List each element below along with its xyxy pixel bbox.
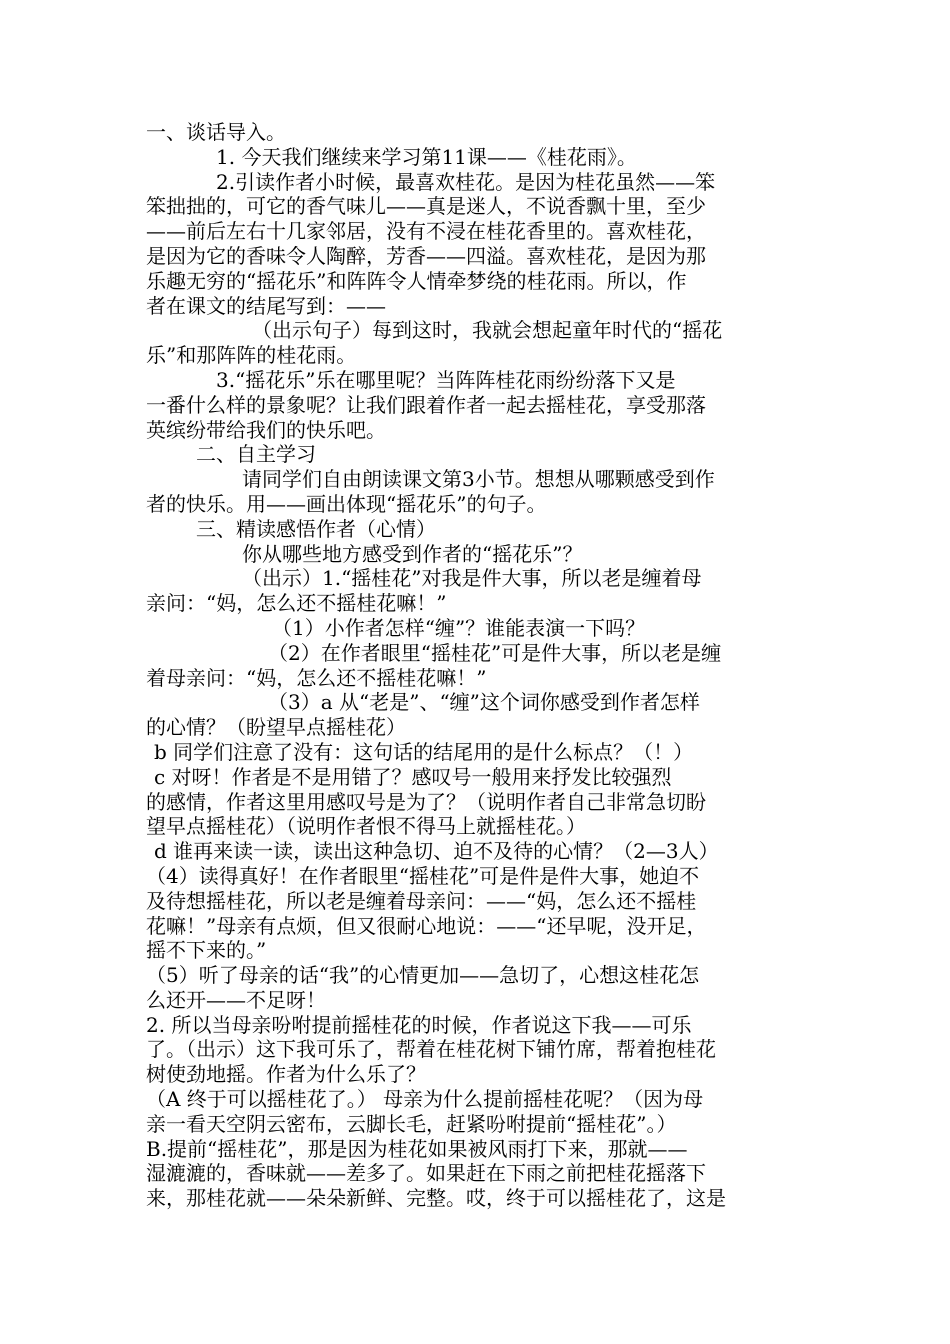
text-line: （出示）1.“摇桂花”对我是件大事，所以老是缠着母 xyxy=(242,566,702,591)
text-line: 二、自主学习 xyxy=(196,442,316,467)
text-line: d 谁再来读一读，读出这种急切、迫不及待的心情？（2—3人） xyxy=(154,839,719,864)
text-line: 及待想摇桂花，所以老是缠着母亲问：——“妈，怎么还不摇桂 xyxy=(146,888,697,913)
text-line: 是因为它的香味令人陶醉，芳香——四溢。喜欢桂花，是因为那 xyxy=(146,243,706,268)
text-line: 来，那桂花就——朵朵新鲜、完整。哎，终于可以摇桂花了，这是 xyxy=(146,1186,726,1211)
text-line: 望早点摇桂花）（说明作者恨不得马上就摇桂花。） xyxy=(146,814,586,839)
text-line: （3）a 从“老是”、“缠”这个词你感受到作者怎样 xyxy=(268,690,700,715)
text-line: 一、谈话导入。 xyxy=(146,120,286,144)
text-line: b 同学们注意了没有：这句话的结尾用的是什么标点？（！） xyxy=(154,739,694,764)
text-line: 摇不下来的。” xyxy=(146,938,267,963)
text-line: （5）听了母亲的话“我”的心情更加——急切了，心想这桂花怎 xyxy=(146,963,700,988)
text-line: 亲问：“妈，怎么还不摇桂花嘛！” xyxy=(146,591,447,616)
text-line: 请同学们自由朗读课文第3小节。想想从哪颗感受到作 xyxy=(242,467,715,492)
text-line: （2）在作者眼里“摇桂花”可是件大事，所以老是缠 xyxy=(268,640,722,665)
text-line: ——前后左右十几家邻居，没有不浸在桂花香里的。喜欢桂花， xyxy=(146,219,706,244)
text-line: 3.“摇花乐”乐在哪里呢？当阵阵桂花雨纷纷落下又是 xyxy=(216,367,676,392)
text-line: 你从哪些地方感受到作者的“摇花乐”？ xyxy=(242,541,583,566)
text-line: 乐”和那阵阵的桂花雨。 xyxy=(146,343,357,368)
document-page xyxy=(146,120,806,1211)
text-line: （出示句子）每到这时，我就会想起童年时代的“摇花 xyxy=(252,318,723,343)
text-line: 一番什么样的景象呢？让我们跟着作者一起去摇桂花，享受那落 xyxy=(146,392,706,417)
text-line: 笨拙拙的，可它的香气味儿——真是迷人，不说香飘十里，至少 xyxy=(146,194,706,219)
text-line: （A 终于可以摇桂花了。） 母亲为什么提前摇桂花呢？（因为母 xyxy=(146,1087,704,1112)
text-line: 乐趣无穷的“摇花乐”和阵阵令人情牵梦绕的桂花雨。所以，作 xyxy=(146,268,687,293)
text-line: 三、精读感悟作者（心情） xyxy=(196,516,436,541)
text-line: 英缤纷带给我们的快乐吧。 xyxy=(146,417,386,442)
text-line: 湿漉漉的，香味就——差多了。如果赶在下雨之前把桂花摇落下 xyxy=(146,1161,706,1186)
text-line: 着母亲问：“妈，怎么还不摇桂花嘛！” xyxy=(146,665,487,690)
text-line: （1）小作者怎样“缠”？谁能表演一下吗？ xyxy=(272,615,646,640)
text-line: 者在课文的结尾写到：—— xyxy=(146,293,386,318)
text-line: 者的快乐。用——画出体现“摇花乐”的句子。 xyxy=(146,491,547,516)
text-line: 2. 所以当母亲吩咐提前摇桂花的时候，作者说这下我——可乐 xyxy=(146,1012,692,1037)
text-line: B.提前“摇桂花”，那是因为桂花如果被风雨打下来，那就—— xyxy=(146,1136,688,1161)
text-line: 么还开——不足呀！ xyxy=(146,987,326,1012)
text-line: 2.引读作者小时候，最喜欢桂花。是因为桂花虽然——笨 xyxy=(216,169,716,194)
text-line: 亲一看天空阴云密布，云脚长毛，赶紧吩咐提前“摇桂花”。） xyxy=(146,1111,677,1136)
text-line: c 对呀！作者是不是用错了？感叹号一般用来抒发比较强烈 xyxy=(154,764,672,789)
text-line: （4）读得真好！在作者眼里“摇桂花”可是件是件大事，她迫不 xyxy=(146,863,700,888)
text-line: 树使劲地摇。作者为什么乐了？ xyxy=(146,1062,426,1087)
text-line: 了。（出示）这下我可乐了，帮着在桂花树下铺竹席，帮着抱桂花 xyxy=(146,1037,716,1062)
text-line: 花嘛！”母亲有点烦，但又很耐心地说：——“还早呢，没开足， xyxy=(146,913,707,938)
text-line: 1. 今天我们继续来学习第11课——《桂花雨》。 xyxy=(216,144,637,169)
text-line: 的感情，作者这里用感叹号是为了？（说明作者自己非常急切盼 xyxy=(146,789,706,814)
text-line: 的心情？（盼望早点摇桂花） xyxy=(146,715,406,740)
